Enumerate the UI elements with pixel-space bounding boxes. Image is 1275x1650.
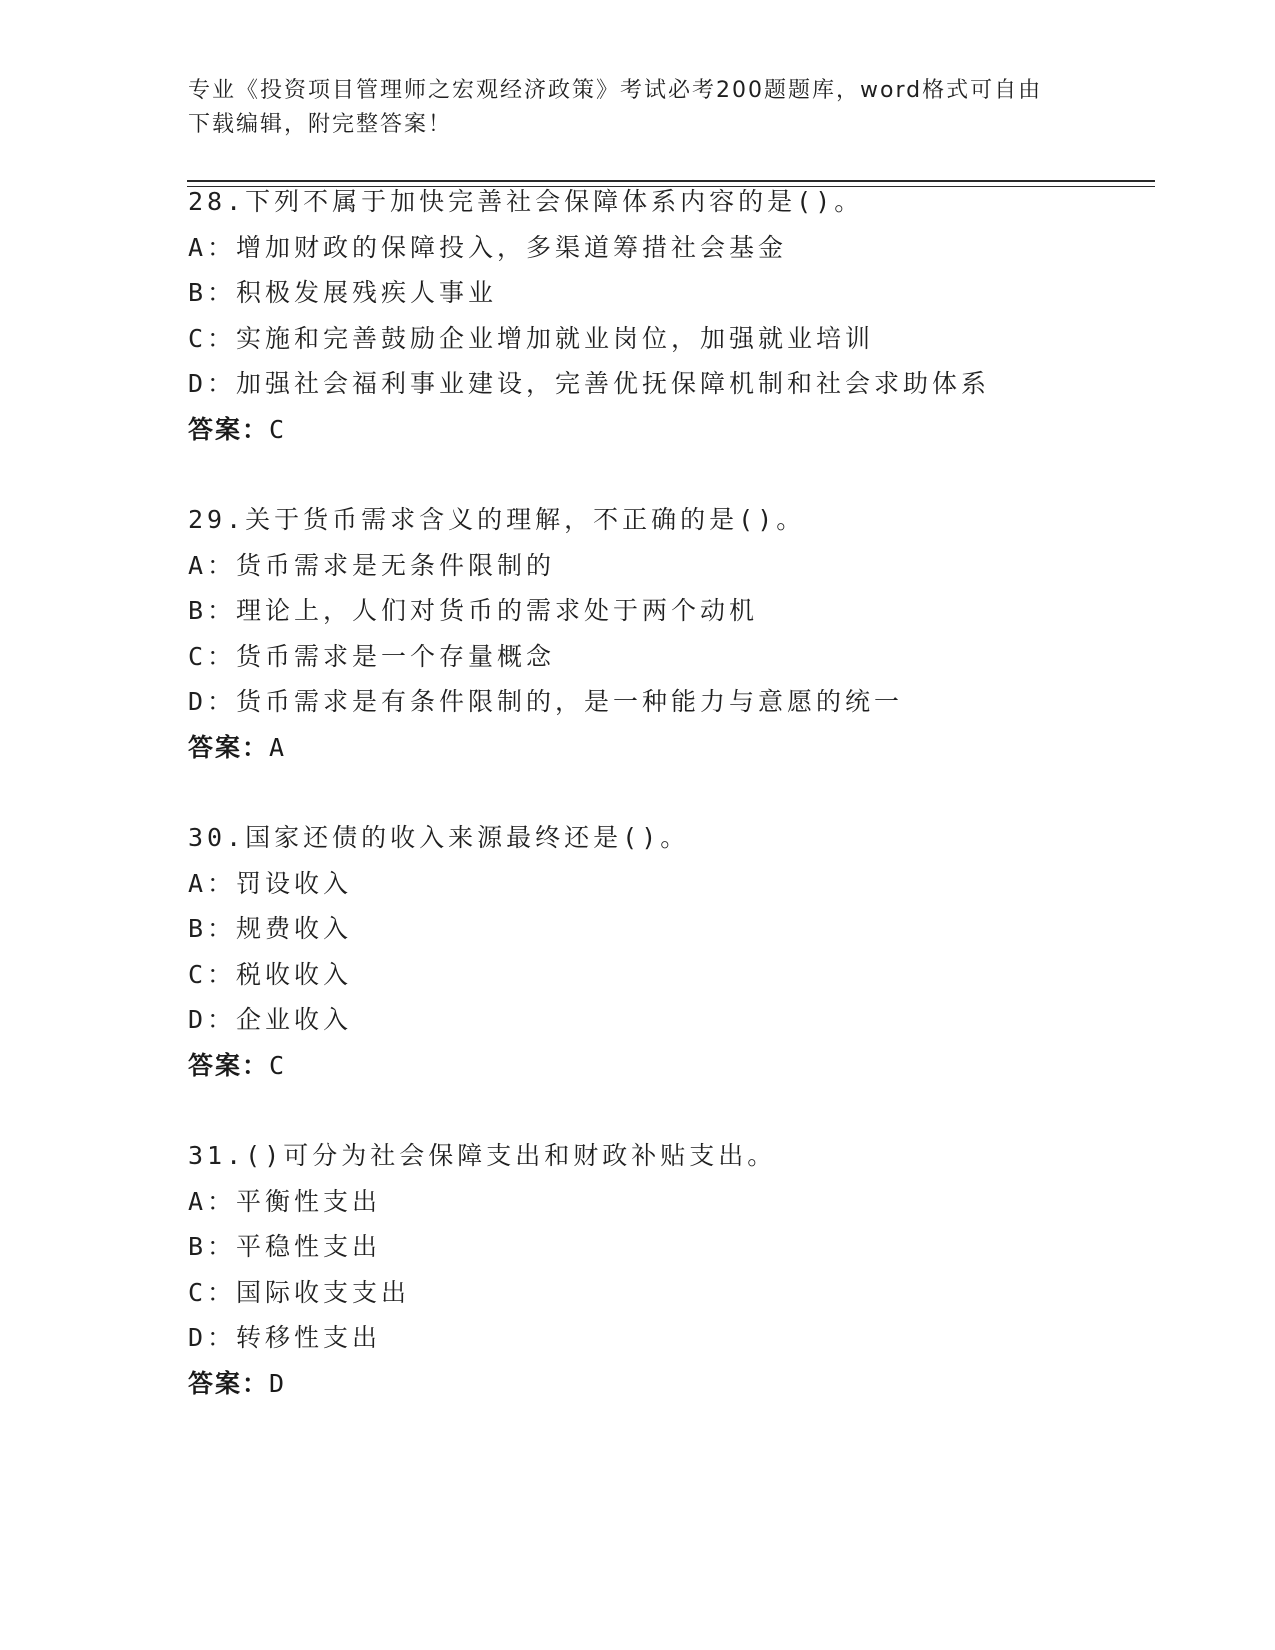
answer-value: D: [269, 1368, 287, 1398]
answer-line: [188, 725, 1148, 771]
option-a: A：平衡性支出: [188, 1186, 382, 1216]
option-a: A：货币需求是无条件限制的: [188, 550, 556, 580]
answer-label: 答案：: [188, 414, 270, 444]
header-line-2: 下载编辑，附完整答案！: [188, 112, 453, 137]
option-a: A：罚设收入: [188, 868, 353, 898]
answer-label: 答案：: [188, 732, 270, 762]
question-stem: 31.()可分为社会保障支出和财政补贴支出。: [188, 1141, 777, 1170]
document-header: [188, 74, 1088, 142]
question-stem: 28.下列不属于加快完善社会保障体系内容的是()。: [188, 187, 864, 216]
answer-line: [188, 407, 1148, 453]
answer-value: C: [269, 1050, 287, 1080]
option-b: B：理论上，人们对货币的需求处于两个动机: [188, 596, 759, 625]
option-b: B：平稳性支出: [188, 1232, 382, 1261]
answer-label: 答案：: [188, 1368, 270, 1398]
header-line-1: 专业《投资项目管理师之宏观经济政策》考试必考200题题库，word格式可自由: [188, 78, 1043, 103]
option-c: C：国际收支支出: [188, 1277, 411, 1307]
option-c: C：货币需求是一个存量概念: [188, 641, 556, 671]
question-stem: 30.国家还债的收入来源最终还是()。: [188, 823, 690, 852]
question-block-28: [188, 179, 1148, 452]
answer-line: [188, 1361, 1148, 1407]
answer-value: C: [269, 414, 287, 444]
question-block-30: [188, 815, 1148, 1088]
option-c: C：税收收入: [188, 959, 353, 989]
option-b: B：积极发展残疾人事业: [188, 278, 498, 307]
option-b: B：规费收入: [188, 914, 353, 943]
option-d: D：转移性支出: [188, 1323, 382, 1352]
answer-value: A: [269, 732, 287, 762]
option-d: D：货币需求是有条件限制的，是一种能力与意愿的统一: [188, 687, 904, 716]
option-d: D：加强社会福利事业建设，完善优抚保障机制和社会求助体系: [188, 369, 991, 398]
option-c: C：实施和完善鼓励企业增加就业岗位，加强就业培训: [188, 323, 875, 353]
answer-line: [188, 1043, 1148, 1089]
question-block-31: [188, 1133, 1148, 1406]
option-a: A：增加财政的保障投入，多渠道筹措社会基金: [188, 232, 788, 262]
question-stem: 29.关于货币需求含义的理解，不正确的是()。: [188, 505, 806, 534]
question-block-29: [188, 497, 1148, 770]
answer-label: 答案：: [188, 1050, 270, 1080]
option-d: D：企业收入: [188, 1005, 353, 1034]
